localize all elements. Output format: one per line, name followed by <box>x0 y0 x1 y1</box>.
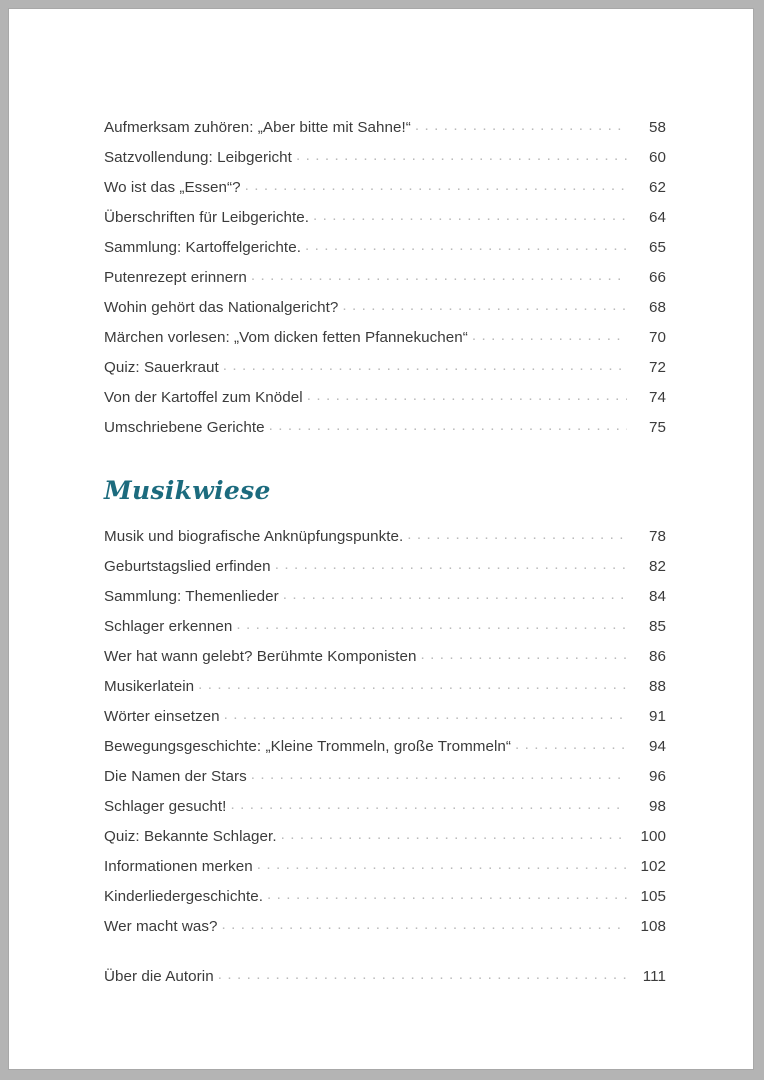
toc-entry-title: Märchen vorlesen: „Vom dicken fetten Pfannekuchen“ <box>104 329 468 347</box>
dot-leader <box>224 706 627 721</box>
dot-leader <box>305 237 627 252</box>
toc-entry-page-number: 82 <box>649 558 666 576</box>
toc-entry-page-number: 108 <box>640 918 666 936</box>
dot-leader <box>257 856 627 871</box>
toc-entry-title: Musikerlatein <box>104 678 195 696</box>
toc-entry-page-number: 68 <box>649 299 666 317</box>
toc-entry-page-number: 58 <box>649 119 666 137</box>
toc-entry[interactable] <box>104 526 666 556</box>
toc-entry[interactable] <box>104 736 666 766</box>
dot-leader <box>281 826 627 841</box>
toc-entry-title: Wer hat wann gelebt? Berühmte Komponisten <box>104 648 417 666</box>
dot-leader <box>198 676 627 691</box>
book-page <box>8 8 754 1070</box>
dot-leader <box>407 526 627 541</box>
toc-entry-page-number: 85 <box>649 618 666 636</box>
toc-entry[interactable] <box>104 147 666 177</box>
toc-entry-title: Überschriften für Leibgerichte. <box>104 209 309 227</box>
toc-entry-page-number: 64 <box>649 209 666 227</box>
toc-entry-title: Musik und biografische Anknüpfungspunkte. <box>104 528 404 546</box>
toc-entry[interactable] <box>104 916 666 946</box>
toc-entry[interactable] <box>104 357 666 387</box>
dot-leader <box>515 736 627 751</box>
group-spacer <box>104 946 666 966</box>
toc-entry-page-number: 66 <box>649 269 666 287</box>
toc-entry[interactable] <box>104 646 666 676</box>
toc-entry-title: Bewegungsgeschichte: „Kleine Trommeln, große Trommeln“ <box>104 738 512 756</box>
toc-entry[interactable] <box>104 856 666 886</box>
toc-entry-page-number: 74 <box>649 389 666 407</box>
dot-leader <box>415 117 627 132</box>
toc-entry-page-number: 60 <box>649 149 666 167</box>
toc-entry-title: Informationen merken <box>104 858 253 876</box>
toc-entry[interactable] <box>104 556 666 586</box>
section-spacer <box>104 447 666 475</box>
toc-entry[interactable] <box>104 177 666 207</box>
toc-entry-page-number: 86 <box>649 648 666 666</box>
dot-leader <box>342 297 627 312</box>
toc-entry-title: Wer macht was? <box>104 918 218 936</box>
toc-entry-title: Die Namen der Stars <box>104 768 247 786</box>
toc-entry[interactable] <box>104 117 666 147</box>
toc-entry-title: Aufmerksam zuhören: „Aber bitte mit Sahne!“ <box>104 119 411 137</box>
toc-entry-title: Geburtstagslied erfinden <box>104 558 271 576</box>
dot-leader <box>230 796 627 811</box>
toc-entry-page-number: 72 <box>649 359 666 377</box>
dot-leader <box>472 327 627 342</box>
toc-entry-page-number: 100 <box>640 828 666 846</box>
dot-leader <box>269 417 627 432</box>
toc-entry-title: Wörter einsetzen <box>104 708 220 726</box>
toc-entry-title: Über die Autorin <box>104 968 214 986</box>
dot-leader <box>222 916 627 931</box>
toc-entry[interactable] <box>104 966 666 996</box>
toc-entry[interactable] <box>104 616 666 646</box>
dot-leader <box>267 886 627 901</box>
toc-entry[interactable] <box>104 706 666 736</box>
toc-entry[interactable] <box>104 417 666 447</box>
dot-leader <box>218 966 627 981</box>
toc-entry[interactable] <box>104 796 666 826</box>
table-of-contents <box>104 117 666 996</box>
toc-entry-page-number: 62 <box>649 179 666 197</box>
dot-leader <box>245 177 627 192</box>
toc-entry-title: Wo ist das „Essen“? <box>104 179 241 197</box>
toc-entry-title: Quiz: Sauerkraut <box>104 359 219 377</box>
dot-leader <box>223 357 627 372</box>
toc-entry-title: Sammlung: Kartoffelgerichte. <box>104 239 301 257</box>
toc-entry[interactable] <box>104 826 666 856</box>
toc-entry-title: Sammlung: Themenlieder <box>104 588 279 606</box>
toc-entry[interactable] <box>104 387 666 417</box>
toc-entry-title: Satzvollendung: Leibgericht <box>104 149 292 167</box>
toc-entry-page-number: 78 <box>649 528 666 546</box>
toc-entry[interactable] <box>104 886 666 916</box>
dot-leader <box>313 207 627 222</box>
dot-leader <box>296 147 627 162</box>
toc-entry-page-number: 98 <box>649 798 666 816</box>
dot-leader <box>283 586 627 601</box>
toc-entry[interactable] <box>104 237 666 267</box>
toc-entry-page-number: 105 <box>640 888 666 906</box>
toc-entry[interactable] <box>104 297 666 327</box>
toc-entry-page-number: 70 <box>649 329 666 347</box>
toc-entry[interactable] <box>104 676 666 706</box>
dot-leader <box>307 387 627 402</box>
dot-leader <box>251 766 627 781</box>
toc-entry-page-number: 91 <box>649 708 666 726</box>
toc-entry[interactable] <box>104 267 666 297</box>
toc-entry[interactable] <box>104 766 666 796</box>
section-spacer <box>104 505 666 526</box>
toc-entry[interactable] <box>104 327 666 357</box>
dot-leader <box>275 556 627 571</box>
toc-entry-title: Quiz: Bekannte Schlager. <box>104 828 277 846</box>
toc-entry-title: Schlager gesucht! <box>104 798 227 816</box>
toc-entry-title: Von der Kartoffel zum Knödel <box>104 389 303 407</box>
toc-entry-page-number: 111 <box>642 968 666 986</box>
toc-entry-title: Kinderliedergeschichte. <box>104 888 264 906</box>
toc-entry-title: Putenrezept erinnern <box>104 269 247 287</box>
toc-entry-title: Schlager erkennen <box>104 618 233 636</box>
toc-entry-title: Wohin gehört das Nationalgericht? <box>104 299 339 317</box>
toc-entry-page-number: 88 <box>649 678 666 696</box>
toc-entry[interactable] <box>104 207 666 237</box>
dot-leader <box>251 267 627 282</box>
dot-leader <box>236 616 627 631</box>
toc-entry-page-number: 94 <box>649 738 666 756</box>
toc-entry-page-number: 84 <box>649 588 666 606</box>
toc-entry-title: Umschriebene Gerichte <box>104 419 265 437</box>
toc-entry[interactable] <box>104 586 666 616</box>
toc-entry-page-number: 65 <box>649 239 666 257</box>
section-heading: Musikwiese <box>104 475 271 505</box>
toc-entry-page-number: 96 <box>649 768 666 786</box>
dot-leader <box>420 646 627 661</box>
toc-entry-page-number: 102 <box>640 858 666 876</box>
toc-entry-page-number: 75 <box>649 419 666 437</box>
